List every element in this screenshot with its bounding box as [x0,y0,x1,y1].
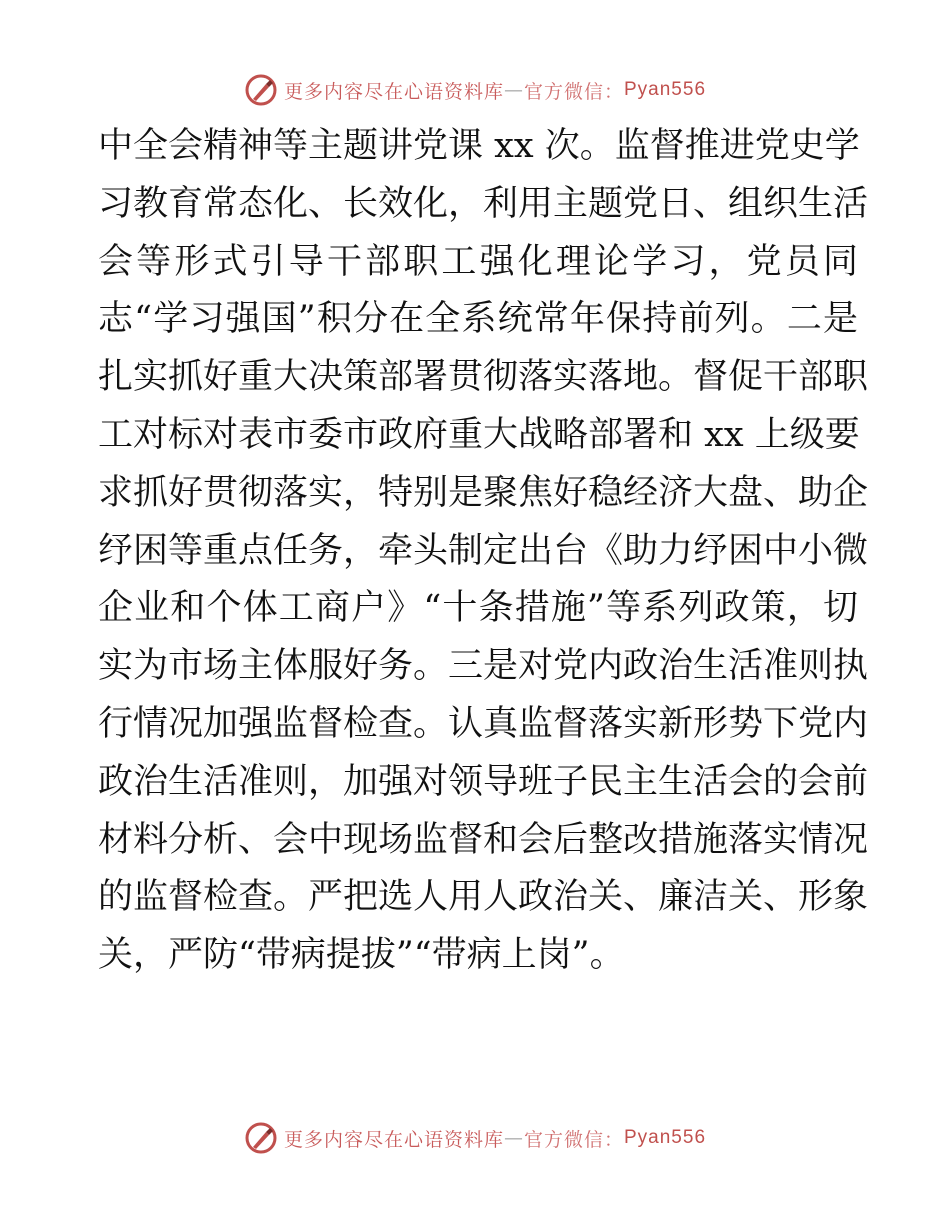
watermark-account: Pyan556 [624,79,707,100]
body-line: 扎实抓好重大决策部署贯彻落实落地。督促干部职 [98,357,869,398]
body-line: 实为市场主体服好务。三是对党内政治生活准则执 [98,646,869,687]
body-line: 的监督检查。严把选人用人政治关、廉洁关、形象 [98,877,869,918]
body-line: 纾困等重点任务，牵头制定出台《助力纾困中小微 [98,530,869,571]
body-line: 习教育常态化、长效化，利用主题党日、组织生活 [98,183,869,224]
body-line: 政治生活准则，加强对领导班子民主生活会的会前 [98,761,869,802]
body-line: 中全会精神等主题讲党课 xx 次。监督推进党史学 [98,126,860,166]
watermark-text: 更多内容尽在心语资料库 [283,80,504,103]
body-line: 会等形式引导干部职工强化理论学习，党员同 [98,241,858,282]
footer-watermark [0,1118,950,1158]
watermark-separator: — [503,79,524,101]
pen-logo-icon [244,73,278,107]
body-line: 求抓好贯彻落实，特别是聚焦好稳经济大盘、助企 [98,472,869,513]
header-watermark [0,70,950,110]
watermark-text: 更多内容尽在心语资料库 [283,1128,504,1151]
watermark-label: 官方微信： [523,80,624,103]
document-body [98,118,869,985]
pen-logo-icon [244,1121,278,1155]
body-line: 志“学习强国”积分在全系统常年保持前列。二是 [98,299,858,340]
watermark-account: Pyan556 [624,1127,707,1148]
body-line: 关，严防“带病提拔”“带病上岗”。 [98,935,625,976]
watermark-label: 官方微信： [523,1128,624,1151]
body-line: 工对标对表市委市政府重大战略部署和 xx 上级要 [98,414,860,455]
body-line: 材料分析、会中现场监督和会后整改措施落实情况 [98,819,869,860]
body-line: 企业和个体工商户》“十条措施”等系列政策，切 [98,588,858,629]
watermark-separator: — [503,1127,524,1149]
body-line: 行情况加强监督检查。认真监督落实新形势下党内 [98,703,869,744]
